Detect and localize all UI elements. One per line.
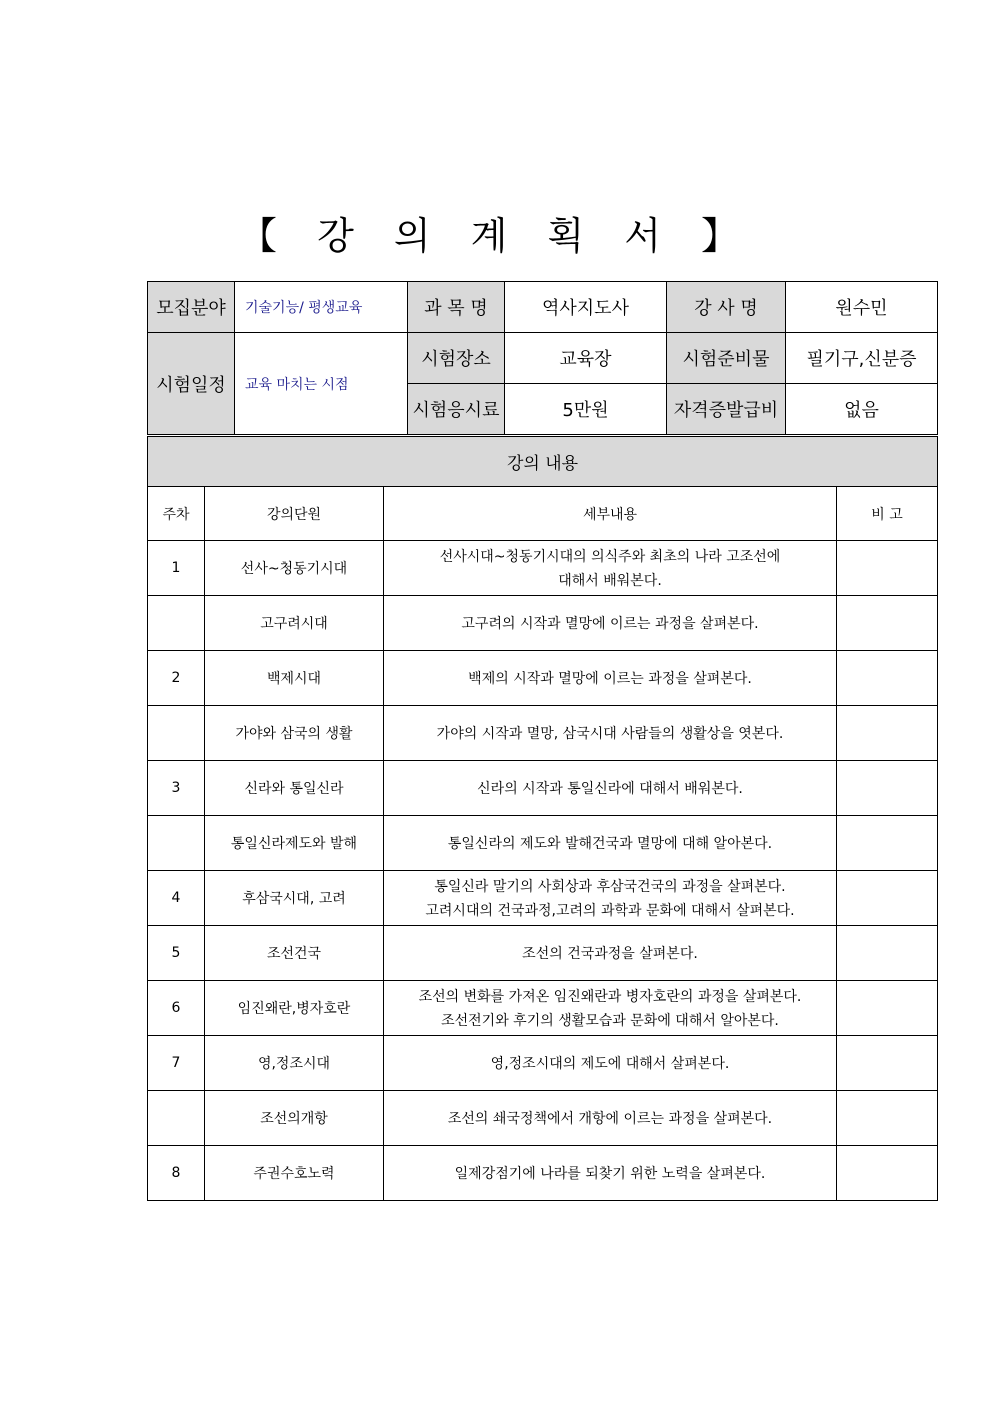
row-unit: 통일신라제도와 발해 [205,816,384,871]
table-row [148,761,938,816]
table-row [148,926,938,981]
row-unit: 후삼국시대, 고려 [205,871,384,926]
detail-line-1: 선사시대~청동기시대의 의식주와 최초의 나라 고조선에 [439,549,781,565]
row-detail [384,596,837,651]
row-note [837,1146,938,1201]
detail-line-1: 고구려의 시작과 멸망에 이르는 과정을 살펴본다. [461,616,759,632]
table-row [148,1146,938,1201]
exam-schedule-value: 교육 마치는 시점 [235,333,408,435]
row-unit: 가야와 삼국의 생활 [205,706,384,761]
detail-line-1: 신라의 시작과 통일신라에 대해서 배워본다. [477,781,743,797]
field-label: 모집분야 [148,282,235,333]
header-week: 주차 [148,487,205,541]
row-week: 5 [148,926,205,981]
row-week: 3 [148,761,205,816]
row-week: 8 [148,1146,205,1201]
row-note [837,541,938,596]
table-row [148,651,938,706]
row-detail [384,1036,837,1091]
instructor-label: 강 사 명 [667,282,786,333]
row-detail [384,541,837,596]
detail-line-2: 대해서 배워본다. [558,573,662,589]
detail-line-1: 백제의 시작과 멸망에 이르는 과정을 살펴본다. [468,671,752,687]
row-unit: 신라와 통일신라 [205,761,384,816]
header-note: 비 고 [837,487,938,541]
row-note [837,651,938,706]
instructor-value: 원수민 [786,282,938,333]
row-unit: 백제시대 [205,651,384,706]
course-value: 역사지도사 [505,282,667,333]
row-detail [384,761,837,816]
detail-line-1: 일제강점기에 나라를 되찾기 위한 노력을 살펴본다. [454,1166,766,1182]
detail-line-1: 조선의 건국과정을 살펴본다. [522,946,698,962]
table-row [148,1036,938,1091]
table-row [148,981,938,1036]
row-unit: 선사~청동기시대 [205,541,384,596]
row-note [837,1091,938,1146]
row-week: 2 [148,651,205,706]
row-unit: 영,정조시대 [205,1036,384,1091]
course-info-table [147,281,938,435]
exam-fee-value: 5만원 [505,384,667,435]
exam-schedule-label: 시험일정 [148,333,235,435]
section-title: 강의 내용 [148,437,938,487]
header-unit: 강의단원 [205,487,384,541]
row-unit: 고구려시대 [205,596,384,651]
detail-line-2: 조선전기와 후기의 생활모습과 문화에 대해서 알아본다. [441,1013,779,1029]
row-note [837,981,938,1036]
detail-line-2: 고려시대의 건국과정,고려의 과학과 문화에 대해서 살펴본다. [425,903,795,919]
table-row [148,541,938,596]
row-note [837,761,938,816]
exam-supplies-label: 시험준비물 [667,333,786,384]
row-note [837,1036,938,1091]
row-week [148,1091,205,1146]
row-detail [384,816,837,871]
cert-fee-label: 자격증발급비 [667,384,786,435]
exam-fee-label: 시험응시료 [408,384,505,435]
row-unit: 임진왜란,병자호란 [205,981,384,1036]
row-week: 4 [148,871,205,926]
row-detail [384,981,837,1036]
cert-fee-value: 없음 [786,384,938,435]
row-week [148,706,205,761]
exam-supplies-value: 필기구,신분증 [786,333,938,384]
exam-place-label: 시험장소 [408,333,505,384]
table-row [148,1091,938,1146]
course-label: 과 목 명 [408,282,505,333]
row-note [837,871,938,926]
detail-line-1: 통일신라 말기의 사회상과 후삼국건국의 과정을 살펴본다. [434,879,786,895]
row-detail [384,1146,837,1201]
plan-rows [148,541,938,1201]
row-detail [384,1091,837,1146]
row-week: 7 [148,1036,205,1091]
row-week [148,816,205,871]
document-title: 【 강 의 계 획 서 】 [238,214,753,258]
row-note [837,596,938,651]
row-detail [384,871,837,926]
row-unit: 조선의개항 [205,1091,384,1146]
row-note [837,926,938,981]
row-detail [384,651,837,706]
row-week: 6 [148,981,205,1036]
detail-line-1: 조선의 변화를 가져온 임진왜란과 병자호란의 과정을 살펴본다. [418,989,802,1005]
row-note [837,816,938,871]
row-unit: 조선건국 [205,926,384,981]
row-unit: 주권수호노력 [205,1146,384,1201]
table-row [148,871,938,926]
row-week: 1 [148,541,205,596]
table-row [148,596,938,651]
detail-line-1: 가야의 시작과 멸망, 삼국시대 사람들의 생활상을 엿본다. [436,726,784,742]
detail-line-1: 통일신라의 제도와 발해건국과 멸망에 대해 알아본다. [447,836,773,852]
header-detail: 세부내용 [384,487,837,541]
row-note [837,706,938,761]
table-row [148,816,938,871]
row-week [148,596,205,651]
detail-line-1: 조선의 쇄국정책에서 개항에 이르는 과정을 살펴본다. [447,1111,773,1127]
table-row [148,706,938,761]
exam-place-value: 교육장 [505,333,667,384]
lecture-plan-table [147,436,938,1201]
field-value: 기술기능/ 평생교육 [235,282,408,333]
row-detail [384,706,837,761]
detail-line-1: 영,정조시대의 제도에 대해서 살펴본다. [490,1056,730,1072]
row-detail [384,926,837,981]
